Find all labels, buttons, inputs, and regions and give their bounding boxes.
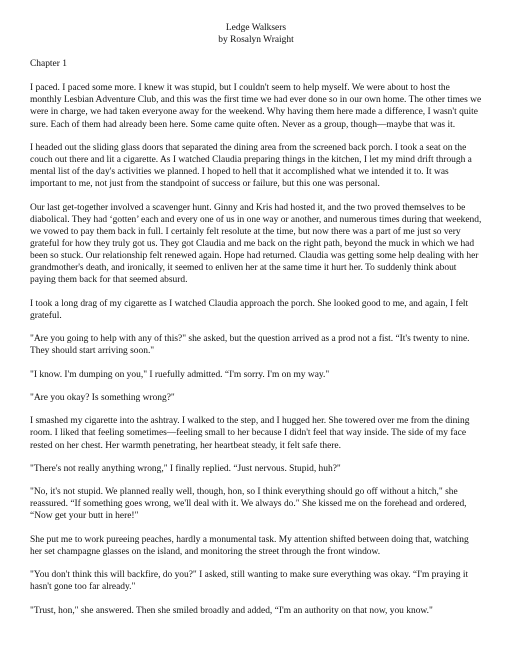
document-byline: by Rosalyn Wraight (218, 35, 294, 46)
paragraph-7: "Are you okay? Is something wrong?" (30, 392, 175, 403)
paragraph-8: I smashed my cigarette into the ashtray. I walked to the step, and I hugged her. She towered over me from the dining room. I liked that feeling sometimes—feeling small to her because I didn't feel that way inside. The side of my face rested on her chest. Her warmth penetrating, her heartbeat steady, it felt safe there. (30, 416, 470, 451)
paragraph-1: I paced. I paced some more. I knew it was stupid, but I couldn't seem to help myself. We were about to host the monthly Lesbian Adventure Club, and this was the first time we had ever done so in our own home. The other times we were in charge, we had taken everyone away for the weekend. Why having them here made a difference, I wasn't quite sure. Each of them had already been here. Some came quite often. Never as a group, though—maybe that was it. (30, 83, 482, 130)
paragraph-11: She put me to work pureeing peaches, hardly a monumental task. My attention shifted between doing that, watching her set champagne glasses on the island, and monitoring the street through the front window. (30, 534, 469, 557)
paragraph-5: "Are you going to help with any of this?" she asked, but the question arrived as a prod not a fist. “It's twenty to nine. They should start arriving soon." (30, 334, 470, 357)
paragraph-6: "I know. I'm dumping on you," I ruefully admitted. “I'm sorry. I'm on my way." (30, 369, 330, 380)
paragraph-3: Our last get-together involved a scavenger hunt. Ginny and Kris had hosted it, and the two proved themselves to be diabolical. They had ‘gotten’ each and every one of us in one way or another, and numerous times during that weekend, we vowed to pay them back in full. I certainly felt resolute at the time, but now there was a part of me just so very grateful for how they truly got us. They got Claudia and me back on the right path, beyond the muck in which we had been so stuck. Our relationship felt renewed again. Hope had returned. Claudia was getting some help dealing with her grandmother's death, and ironically, it seemed to enliven her at the same time it hurt her. To suddenly think about paying them back for that seemed absurd. (30, 202, 482, 286)
paragraph-2: I headed out the sliding glass doors that separated the dining area from the screened back porch. I took a seat on the couch out there and lit a cigarette. As I watched Claudia preparing things in the kitchen, I let my mind drift through a mental list of the day's activities we planned. I hoped to hell that it accomplished what we intended it to. It was important to me, not just from the standpoint of success or failure, but this one was personal. (30, 142, 472, 190)
chapter-heading: Chapter 1 (30, 59, 67, 70)
paragraph-13: "Trust, hon," she answered. Then she smiled broadly and added, “I'm an authority on that now, you know." (30, 605, 433, 616)
paragraph-10: "No, it's not stupid. We planned really well, though, hon, so I think everything should go off without a hitch," she reassured. “If something goes wrong, we'll deal with it. We always do." She kissed me on the forehead and ordered, “Now get your butt in here!" (30, 487, 467, 522)
document-title: Ledge Walksers (225, 23, 287, 33)
document-page (30, 22, 482, 628)
paragraph-12: "You don't think this will backfire, do you?" I asked, still wanting to make sure everything was okay. “I'm praying it hasn't gone too far already." (30, 570, 469, 593)
paragraph-4: I took a long drag of my cigarette as I watched Claudia approach the porch. She looked good to me, and again, I felt grateful. (30, 298, 469, 321)
paragraph-9: "There's not really anything wrong," I finally replied. “Just nervous. Stupid, huh?" (30, 463, 341, 474)
